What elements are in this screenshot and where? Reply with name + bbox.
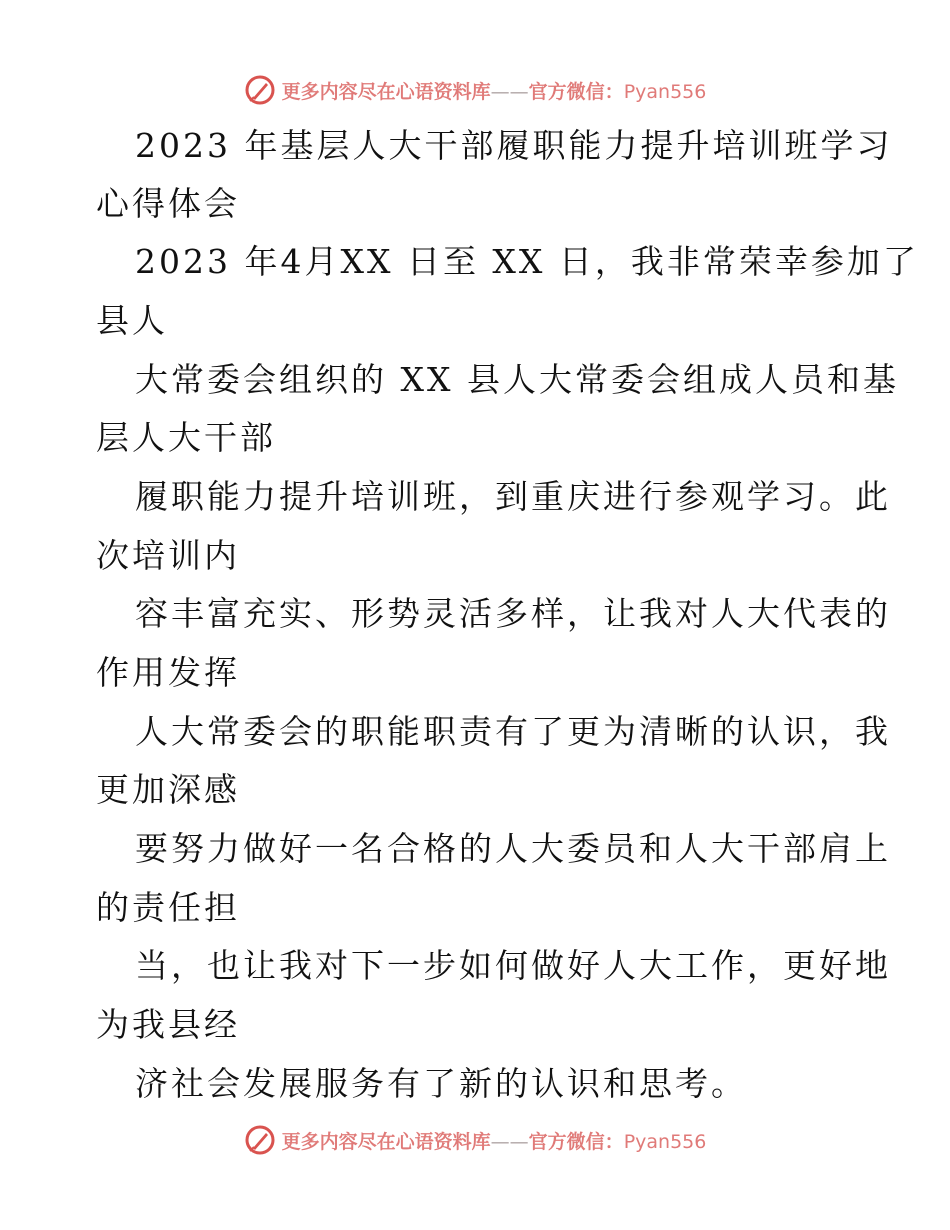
watermark-header (0, 70, 950, 110)
watermark-id: Pyan556 (623, 80, 707, 103)
paragraph-line: 的责任担 (96, 888, 240, 927)
paragraph-line: 要努力做好一名合格的人大委员和人大干部肩上 (135, 829, 891, 868)
paragraph-line: 为我县经 (96, 1005, 240, 1044)
watermark-main-text: 更多内容尽在心语资料库 (281, 80, 491, 103)
watermark-id: Pyan556 (623, 1130, 707, 1153)
paragraph-line: 当，也让我对下一步如何做好人大工作，更好地 (135, 946, 891, 985)
paragraph-line: 更加深感 (96, 770, 240, 809)
quill-logo-icon (244, 74, 276, 106)
paragraph-line: 2023 年4月XX 日至 XX 日，我非常荣幸参加了 (135, 242, 919, 281)
paragraph-line: 作用发挥 (96, 653, 240, 692)
paragraph-line: 济社会发展服务有了新的认识和思考。 (135, 1064, 747, 1103)
paragraph-line: 容丰富充实、形势灵活多样，让我对人大代表的 (135, 594, 891, 633)
paragraph-line: 人大常委会的职能职责有了更为清晰的认识，我 (135, 712, 891, 751)
watermark-separator: —— (490, 1130, 529, 1153)
title-line-1: 2023 年基层人大干部履职能力提升培训班学习 (135, 126, 893, 165)
watermark-label: 官方微信： (528, 1130, 624, 1153)
paragraph-line: 次培训内 (96, 536, 240, 575)
paragraph-line: 层人大干部 (96, 418, 276, 457)
paragraph-line: 履职能力提升培训班，到重庆进行参观学习。此 (135, 477, 891, 516)
watermark-footer (0, 1120, 950, 1160)
paragraph-line: 大常委会组织的 XX 县人大常委会组成人员和基 (135, 360, 899, 399)
watermark-main-text: 更多内容尽在心语资料库 (281, 1130, 491, 1153)
quill-logo-icon (244, 1124, 276, 1156)
paragraph-line: 县人 (96, 301, 168, 340)
watermark-label: 官方微信： (528, 80, 624, 103)
watermark-separator: —— (490, 80, 529, 103)
title-line-2: 心得体会 (96, 184, 240, 223)
